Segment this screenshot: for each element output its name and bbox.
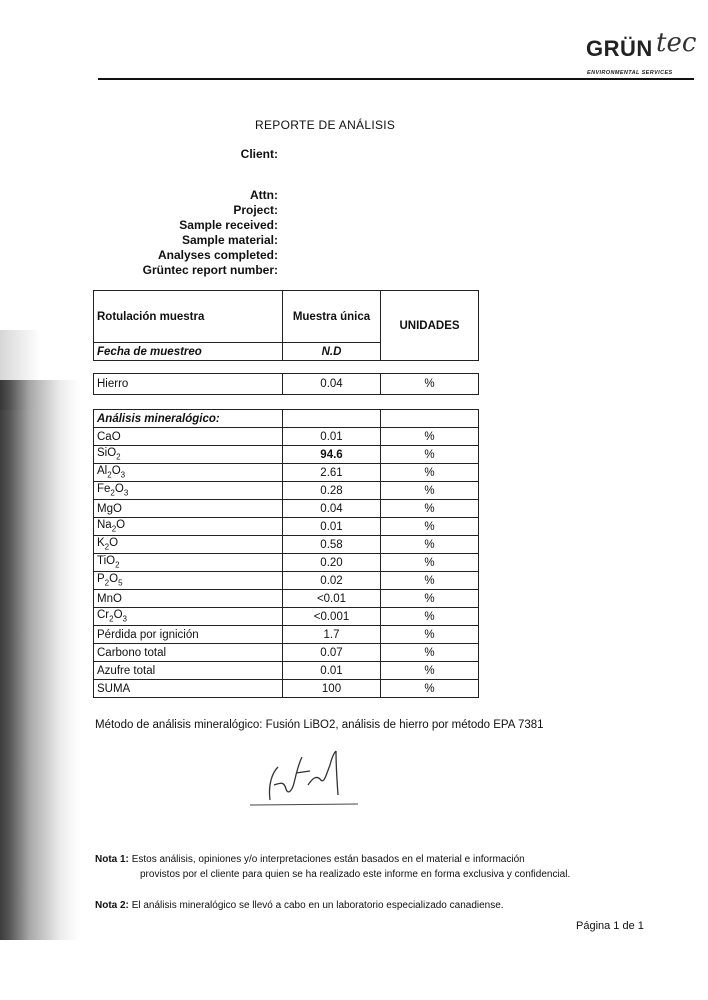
logo-subtitle: ENVIRONMENTAL SERVICES (587, 70, 673, 76)
mineral-name (94, 572, 283, 590)
mineral-row (94, 536, 479, 554)
mineral-name (94, 554, 283, 572)
mineral-value: <0.001 (283, 608, 381, 626)
mineral-heading-empty (283, 410, 381, 428)
header-table (93, 290, 479, 361)
mineral-row (94, 554, 479, 572)
formula-text: O (109, 573, 119, 586)
formula-text: K (97, 537, 105, 550)
mineral-name (94, 536, 283, 554)
formula-subscript: 3 (122, 614, 127, 624)
mineral-name (94, 608, 283, 626)
mineral-unit: % (381, 464, 479, 482)
formula-subscript: 2 (109, 614, 114, 624)
note-1-line2: provistos por el cliente para quien se ha realizado este informe en forma exclusiva y confidencial. (140, 869, 571, 880)
formula-text: O (114, 483, 124, 496)
mineral-unit: % (381, 482, 479, 500)
iron-table (93, 373, 479, 395)
meta-client: Client: (240, 147, 278, 161)
iron-unit: % (381, 374, 479, 395)
mineral-row (94, 446, 479, 464)
mineral-value: 0.04 (283, 500, 381, 518)
mineral-row (94, 572, 479, 590)
mineral-row (94, 482, 479, 500)
mineral-unit: % (381, 662, 479, 680)
note-2-label: Nota 2: (95, 900, 129, 911)
formula-text: O (116, 519, 126, 532)
formula-text: CaO (97, 430, 121, 443)
mineral-unit: % (381, 518, 479, 536)
formula-subscript: 2 (107, 470, 112, 480)
meta-report-number: Grüntec report number: (142, 263, 278, 277)
formula-subscript: 2 (116, 452, 121, 462)
method-text: Método de análisis mineralógico: Fusión LiBO2, análisis de hierro por método EPA 7381 (95, 719, 544, 731)
meta-sample-material: Sample material: (181, 233, 278, 247)
formula-subscript: 2 (104, 578, 110, 588)
mineral-unit: % (381, 626, 479, 644)
mineral-name (94, 626, 283, 644)
mineral-value: 0.01 (283, 662, 381, 680)
mineral-row (94, 626, 479, 644)
formula-text: Na (97, 519, 112, 532)
mineral-row (94, 464, 479, 482)
mineral-name (94, 428, 283, 446)
meta-project: Project: (233, 203, 278, 217)
formula-text: Pérdida por ignición (97, 628, 199, 641)
mineral-unit: % (381, 680, 479, 698)
formula-subscript: 2 (115, 560, 120, 570)
formula-text: SUMA (97, 682, 131, 695)
mineral-row (94, 428, 479, 446)
mineral-value: 0.58 (283, 536, 381, 554)
formula-subscript: 3 (123, 488, 129, 498)
mineral-unit: % (381, 428, 479, 446)
mineral-name (94, 644, 283, 662)
mineral-value: 100 (283, 680, 381, 698)
mineral-value: <0.01 (283, 590, 381, 608)
formula-text: O (113, 609, 123, 622)
mineral-row (94, 662, 479, 680)
formula-text: Cr (97, 609, 110, 622)
header-rule (98, 78, 694, 80)
report-title: REPORTE DE ANÁLISIS (255, 118, 396, 132)
header-col-rotulacion: Rotulación muestra (94, 291, 283, 343)
formula-text: Carbono total (97, 646, 167, 659)
signature (250, 745, 360, 810)
formula-subscript: 2 (111, 524, 117, 534)
mineral-value: 0.28 (283, 482, 381, 500)
mineral-value: 0.07 (283, 644, 381, 662)
scan-shadow (0, 380, 80, 940)
mineral-unit: % (381, 644, 479, 662)
formula-text: Fe (97, 483, 111, 496)
formula-text: Al (97, 465, 108, 478)
mineral-value: 0.20 (283, 554, 381, 572)
formula-text: Azufre total (97, 664, 156, 677)
logo-script: tec (656, 28, 697, 58)
mineral-value: 94.6 (283, 446, 381, 464)
formula-subscript: 2 (110, 488, 115, 498)
formula-text: P (97, 573, 105, 586)
iron-label: Hierro (94, 374, 283, 395)
mineral-value: 0.01 (283, 428, 381, 446)
page-number: Página 1 de 1 (576, 920, 644, 932)
formula-text: MnO (97, 592, 122, 605)
mineral-unit: % (381, 608, 479, 626)
mineral-heading-empty (381, 410, 479, 428)
mineral-name (94, 590, 283, 608)
mineral-name (94, 446, 283, 464)
meta-attn: Attn: (250, 188, 278, 202)
gruntec-logo (586, 28, 696, 84)
iron-row (94, 374, 479, 395)
mineral-row (94, 644, 479, 662)
formula-text: TiO (97, 555, 116, 568)
mineral-unit: % (381, 554, 479, 572)
mineral-unit: % (381, 590, 479, 608)
mineral-row (94, 608, 479, 626)
mineral-row (94, 590, 479, 608)
mineral-value: 2.61 (283, 464, 381, 482)
logo-name: GRÜN (586, 36, 653, 61)
mineral-unit: % (381, 446, 479, 464)
mineral-name (94, 680, 283, 698)
note-1 (95, 854, 525, 865)
mineral-name (94, 500, 283, 518)
formula-text: O (111, 465, 121, 478)
formula-subscript: 5 (118, 578, 123, 588)
formula-text: O (109, 537, 119, 550)
formula-subscript: 2 (104, 542, 110, 552)
mineral-name (94, 662, 283, 680)
mineral-name (94, 464, 283, 482)
mineral-row (94, 680, 479, 698)
fecha-label: Fecha de muestreo (94, 343, 283, 361)
iron-value: 0.04 (283, 374, 381, 395)
formula-subscript: 3 (120, 470, 126, 480)
note-1-text: Estos análisis, opiniones y/o interpretaciones están basados en el material e información (131, 854, 525, 865)
mineral-row (94, 518, 479, 536)
mineral-unit: % (381, 536, 479, 554)
mineral-name (94, 482, 283, 500)
formula-text: MgO (97, 502, 122, 515)
note-2-text: El análisis mineralógico se llevó a cabo en un laboratorio especializado canadiense. (131, 900, 504, 911)
mineral-heading: Análisis mineralógico: (94, 410, 283, 428)
note-1-label: Nota 1: (95, 854, 129, 865)
mineral-unit: % (381, 500, 479, 518)
formula-text: SiO (97, 447, 117, 460)
meta-sample-received: Sample received: (179, 218, 278, 232)
header-col-muestra: Muestra única (283, 291, 381, 343)
mineral-value: 0.02 (283, 572, 381, 590)
mineral-name (94, 518, 283, 536)
mineral-row (94, 500, 479, 518)
mineral-unit: % (381, 572, 479, 590)
mineral-table (93, 409, 479, 698)
mineral-value: 1.7 (283, 626, 381, 644)
header-col-unidades: UNIDADES (381, 291, 479, 361)
mineral-value: 0.01 (283, 518, 381, 536)
note-2 (95, 900, 504, 911)
fecha-value: N.D (283, 343, 381, 361)
meta-analyses-completed: Analyses completed: (157, 248, 278, 262)
